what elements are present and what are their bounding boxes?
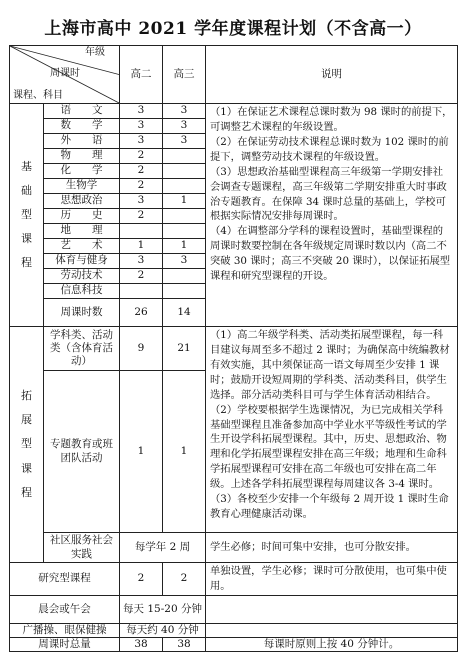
subject-name: 劳动技术 (44, 269, 120, 284)
table-row (10, 104, 458, 119)
note-paragraph: （3）各校至少安排一个年级每 2 周开设 1 课时生命教育心理健康活动课。 (210, 493, 449, 521)
extended-row3-hours: 每学年 2 周 (120, 533, 206, 563)
subject-g3: 1 (163, 194, 206, 209)
subject-g3: 3 (163, 104, 206, 119)
exercise-name: 广播操、眼保健操 (10, 623, 120, 637)
extended-row2-name: 专题教育或班团队活动 (44, 371, 120, 533)
exercise-note (206, 623, 458, 637)
table-row (10, 595, 458, 623)
extended-row3-note: 学生必修；时间可集中安排，也可分散安排。 (206, 533, 458, 563)
subject-g2: 2 (120, 179, 163, 194)
subject-g2: 3 (120, 119, 163, 134)
subject-g2: 2 (120, 209, 163, 224)
page-title: 上海市高中 2021 学年度课程计划（不含高一） (44, 19, 422, 39)
subject-g2: 2 (120, 149, 163, 164)
subject-g3: 3 (163, 254, 206, 269)
basic-notes (206, 104, 458, 327)
subject-g3 (163, 284, 206, 299)
table-row (10, 637, 458, 651)
subject-g2: 3 (120, 254, 163, 269)
total-name: 周课时总量 (10, 637, 120, 651)
table-row (10, 563, 458, 596)
subject-g3 (163, 149, 206, 164)
research-name: 研究型课程 (10, 563, 120, 596)
research-note: 单独设置，学生必修；课时可分散使用，也可集中使用。 (206, 563, 458, 596)
total-note: 每课时原则上按 40 分钟计。 (206, 637, 458, 651)
subject-g3: 1 (163, 239, 206, 254)
subject-name: 信息科技 (44, 284, 120, 299)
subject-g2: 3 (120, 194, 163, 209)
subject-g2: 3 (120, 104, 163, 119)
extended-row2-g2: 1 (120, 371, 163, 533)
subject-g2: 3 (120, 134, 163, 149)
basic-total-label: 周课时数 (44, 299, 120, 327)
subject-name: 艺 术 (44, 239, 120, 254)
subject-g3: 3 (163, 119, 206, 134)
header-hours: 周课时 (50, 68, 80, 79)
note-paragraph: （1）在保证艺术课程总课时数为 98 课时的前提下，可调整艺术课程的年级设置。 (210, 106, 453, 133)
note-paragraph: （4）在调整部分学科的课程设置时，基础型课程的周课时数要控制在各年级规定周课时数以内（高二不突破 30 课时；高三不突破 20 课时），以保证拓展型课程和研究型课程的开设。 (210, 225, 451, 283)
header-g2: 高二 (120, 46, 163, 104)
section-label-extended: 拓 展 型 课 程 (10, 327, 44, 563)
subject-name: 语 文 (44, 104, 120, 119)
subject-name: 体育与健身 (44, 254, 120, 269)
header-note: 说明 (206, 46, 458, 104)
subject-g2: 1 (120, 239, 163, 254)
subject-name: 地 理 (44, 224, 120, 239)
table-row (10, 533, 458, 563)
extended-row1-g3: 21 (163, 327, 206, 371)
subject-name: 历 史 (44, 209, 120, 224)
extended-row3-name: 社区服务社会实践 (44, 533, 120, 563)
total-g3: 38 (163, 637, 206, 651)
basic-total-g3: 14 (163, 299, 206, 327)
subject-name: 化 学 (44, 164, 120, 179)
research-g2: 2 (120, 563, 163, 596)
diagonal-header-cell (10, 46, 120, 104)
subject-g2: 2 (120, 164, 163, 179)
header-grade: 年级 (85, 47, 105, 58)
subject-name: 生物学 (44, 179, 120, 194)
morning-name: 晨会或午会 (10, 595, 120, 623)
subject-name: 思想政治 (44, 194, 120, 209)
morning-hours: 每天 15-20 分钟 (120, 595, 206, 623)
header-course: 课程、科目 (13, 89, 63, 101)
subject-name: 数 学 (44, 119, 120, 134)
basic-total-g2: 26 (120, 299, 163, 327)
morning-note (206, 595, 458, 623)
subject-g3 (163, 269, 206, 284)
subject-g3 (163, 209, 206, 224)
note-paragraph: （2）学校要根据学生选课情况，为已完成相关学科基础型课程且准备参加高中学业水平等级性考试的学生开设学科拓展型课程。其中，历史、思想政治、物理和化学拓展型课程安排在高三年级；地理和生命科学拓展型课程可安排在高二年级也可安排在高二年级。上述各学科拓展型课程每周建议各 3-4 课时。 (210, 403, 447, 491)
extended-row2-g3: 1 (163, 371, 206, 533)
curriculum-table (9, 45, 458, 652)
subject-g3: 3 (163, 134, 206, 149)
subject-g2: 2 (120, 269, 163, 284)
note-paragraph: （1）高二年级学科类、活动类拓展型课程，每一科目建议每周至多不超过 2 课时；为确保高中统编教材有效实施，其中须保证高一语文每周至少安排 1 课时；鼓励开设短周期的学科类、活动类科目，供学生选择。部分活动类科目可与学生体育活动相结合。 (210, 329, 450, 401)
header-g3: 高三 (163, 46, 206, 104)
subject-g3 (163, 179, 206, 194)
total-g2: 38 (120, 637, 163, 651)
subject-g2 (120, 284, 163, 299)
subject-g3 (163, 164, 206, 179)
section-label-basic: 基 础 型 课 程 (10, 104, 44, 327)
subject-g2 (120, 224, 163, 239)
note-paragraph: （3）思想政治基础型课程高三年级第一学期安排社会调查专题课程，高三年级第二学期安排重大时事政治专题教育。在保障 34 课时总量的基础上，学校可根据实际情况安排每周课时。 (210, 165, 447, 223)
subject-g3 (163, 224, 206, 239)
table-row (10, 327, 458, 371)
note-paragraph: （2）在保证劳动技术课程总课时数为 102 课时的前提下，调整劳动技术课程的年级设置。 (210, 135, 449, 163)
extended-notes (206, 327, 458, 533)
header-row (10, 46, 458, 104)
subject-name: 外 语 (44, 134, 120, 149)
table-row (10, 623, 458, 637)
extended-row1-g2: 9 (120, 327, 163, 371)
subject-name: 物 理 (44, 149, 120, 164)
exercise-hours: 每天约 40 分钟 (120, 623, 206, 637)
extended-row1-name: 学科类、活动类（含体育活动） (44, 327, 120, 371)
research-g3: 2 (163, 563, 206, 596)
